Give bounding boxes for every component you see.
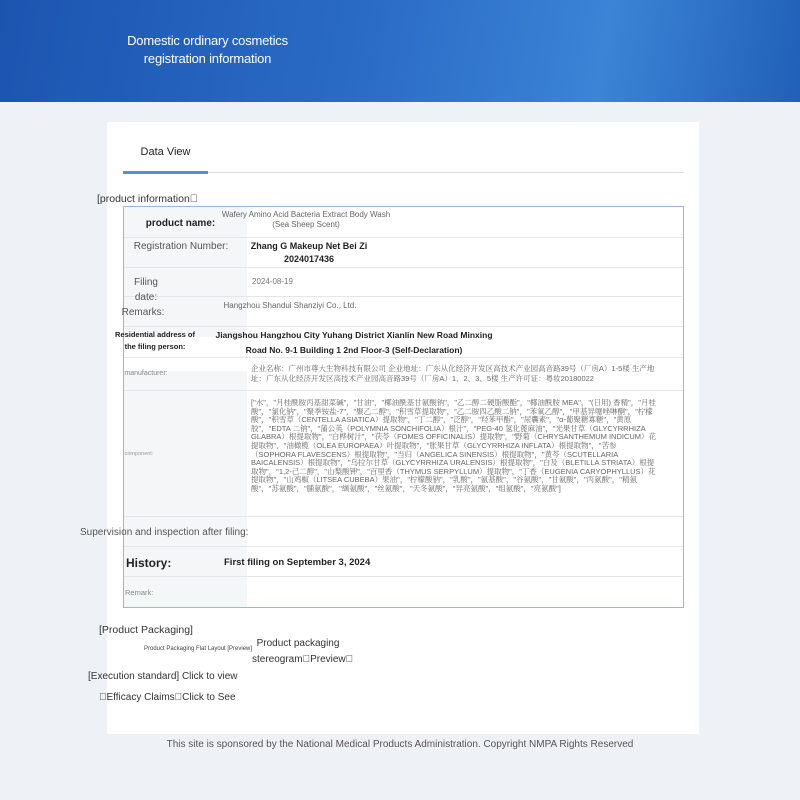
table-row [124,577,683,607]
manufacturer-label: manufacturer: [124,370,168,377]
packaging-stereogram-link[interactable]: Product packaging stereogram Preview  [252,638,354,665]
active-tab-indicator [123,171,208,174]
remark-label: Remark: [125,588,154,597]
registration-number-value: Zhang G Makeup Net Bei Zi 2024017436 [250,241,368,264]
table-row [124,547,683,577]
table-row [124,358,683,391]
component-value: ["水"，"月桂酰胺丙基甜菜碱"，"甘油"，"椰油酰基甘氨酸钠"，"乙二醇二硬脂酸酯"，"椰油酰胺 MEA"，"(日用) 香精"，"月桂酸"，"氯化钠"，"聚季铵盐-7"，"聚乙二醇"，"积雪草提取物"，"乙二胺四乙酸二钠"，"苯氧乙醇"，"甲基异噻唑啉酮"，"柠檬酸"，"积雪草（CENTELLA ASIATICA）提取物"，"丁二醇"，"泛醇"，"羟苯甲酯"，"尿囊素"，"α-葡聚糖寡糖"，"黄原胶"，"EDTA 二钠"，"蒲公英（POLYMNIA SONCHIFOLIA）根汁"，"PEG-40 氢化蓖麻油"，"光果甘草（GLYCYRRHIZA GLABRA）根提取物"，"白桦树汁"，"茯苓（FOMES OFFICINALIS）提取物"，"野菊（CHRYSANTHEMUM INDICUM）花提取物"，"油橄榄（OLEA EUROPAEA）叶提取物"，"胀果甘草（GLYCYRRHIZA INFLATA）根提取物"，"苦参（SOPHORA FLAVESCENS）根提取物"，"当归（ANGELICA SINENSIS）根提取物"，"黄芩（SCUTELLARIA BAICALENSIS）根提取物"，"乌拉尔甘草（GLYCYRRHIZA URALENSIS）根提取物"，"白及（BLETILLA STRIATA）根提取物"，"1,2-己二醇"，"山梨酸钾"，"百里香（THYMUS SERPYLLUM）提取物"，"丁香（EUGENIA CARYOPHYLLUS）花提取物"，"山鸡椒（LITSEA CUBEBA）果油"，"柠檬酸钠"，"乳酸"，"氨基酸"，"谷氨酸"，"甘氨酸"，"丙氨酸"，"精氨酸"，"苏氨酸"，"脯氨酸"，"缬氨酸"，"丝氨酸"，"天冬氨酸"，"异亮氨酸"，"组氨酸"，"亮氨酸"] [251,399,657,493]
page-title: Domestic ordinary cosmetics registration information [127,33,288,66]
supervision-label: Supervision and inspection after filing: [80,527,249,538]
residential-address-label: Residential address of the filing person: [114,330,196,351]
filing-date-value: 2024-08-19 [252,277,293,286]
table-row [124,391,683,517]
efficacy-claims-link[interactable]:  Efficacy Claims Click to See [99,692,236,703]
execution-standard-link[interactable]: [Execution standard] Click to view [88,671,238,682]
component-label: component: [124,451,154,457]
table-row [114,327,683,358]
registration-number-label: Registration Number: [133,241,229,252]
table-row [124,238,683,268]
footer-copyright: This site is sponsored by the National Medical Products Administration. Copyright NMPA Rights Reserved [166,739,634,750]
remarks-label: Remarks: [121,307,165,318]
product-packaging-heading: [Product Packaging] [99,624,193,636]
product-name-label: product name: [145,218,216,229]
product-info-table [114,206,684,608]
history-label: History: [126,556,172,570]
history-value: First filing on September 3, 2024 [224,557,371,568]
manufacturer-value: 企业名称：广州市尊大生物科技有限公司 企业地址：广东从化经济开发区高技术产业园高音路39号（厂房A）1-5楼 生产地址：广东从化经济开发区高技术产业园高音路39号（厂房A）1、2、3、5楼 生产许可证：粤妆20180022 [251,364,655,383]
product-name-value: Wafery Amino Acid Bacteria Extract Body Wash (Sea Sheep Scent) [221,210,391,229]
packaging-flat-layout-link[interactable]: Product Packaging Flat Layout [Preview] [144,646,253,652]
table-row [121,297,683,327]
remarks-value: Hangzhou Shandui Shanziyi Co., Ltd. [223,301,357,310]
filing-date-label: Filing date: [134,277,158,303]
page-header [0,0,800,102]
residential-address-value: Jiangshou Hangzhou City Yuhang District Xianlin New Road Minxing Road No. 9-1 Building 1 2nd Floor-3 (Self-Declaration) [215,330,493,355]
table-row [124,268,683,303]
table-row [124,207,683,238]
tab-data-view[interactable]: Data View [140,146,191,158]
product-information-heading: [product information  [97,193,198,205]
